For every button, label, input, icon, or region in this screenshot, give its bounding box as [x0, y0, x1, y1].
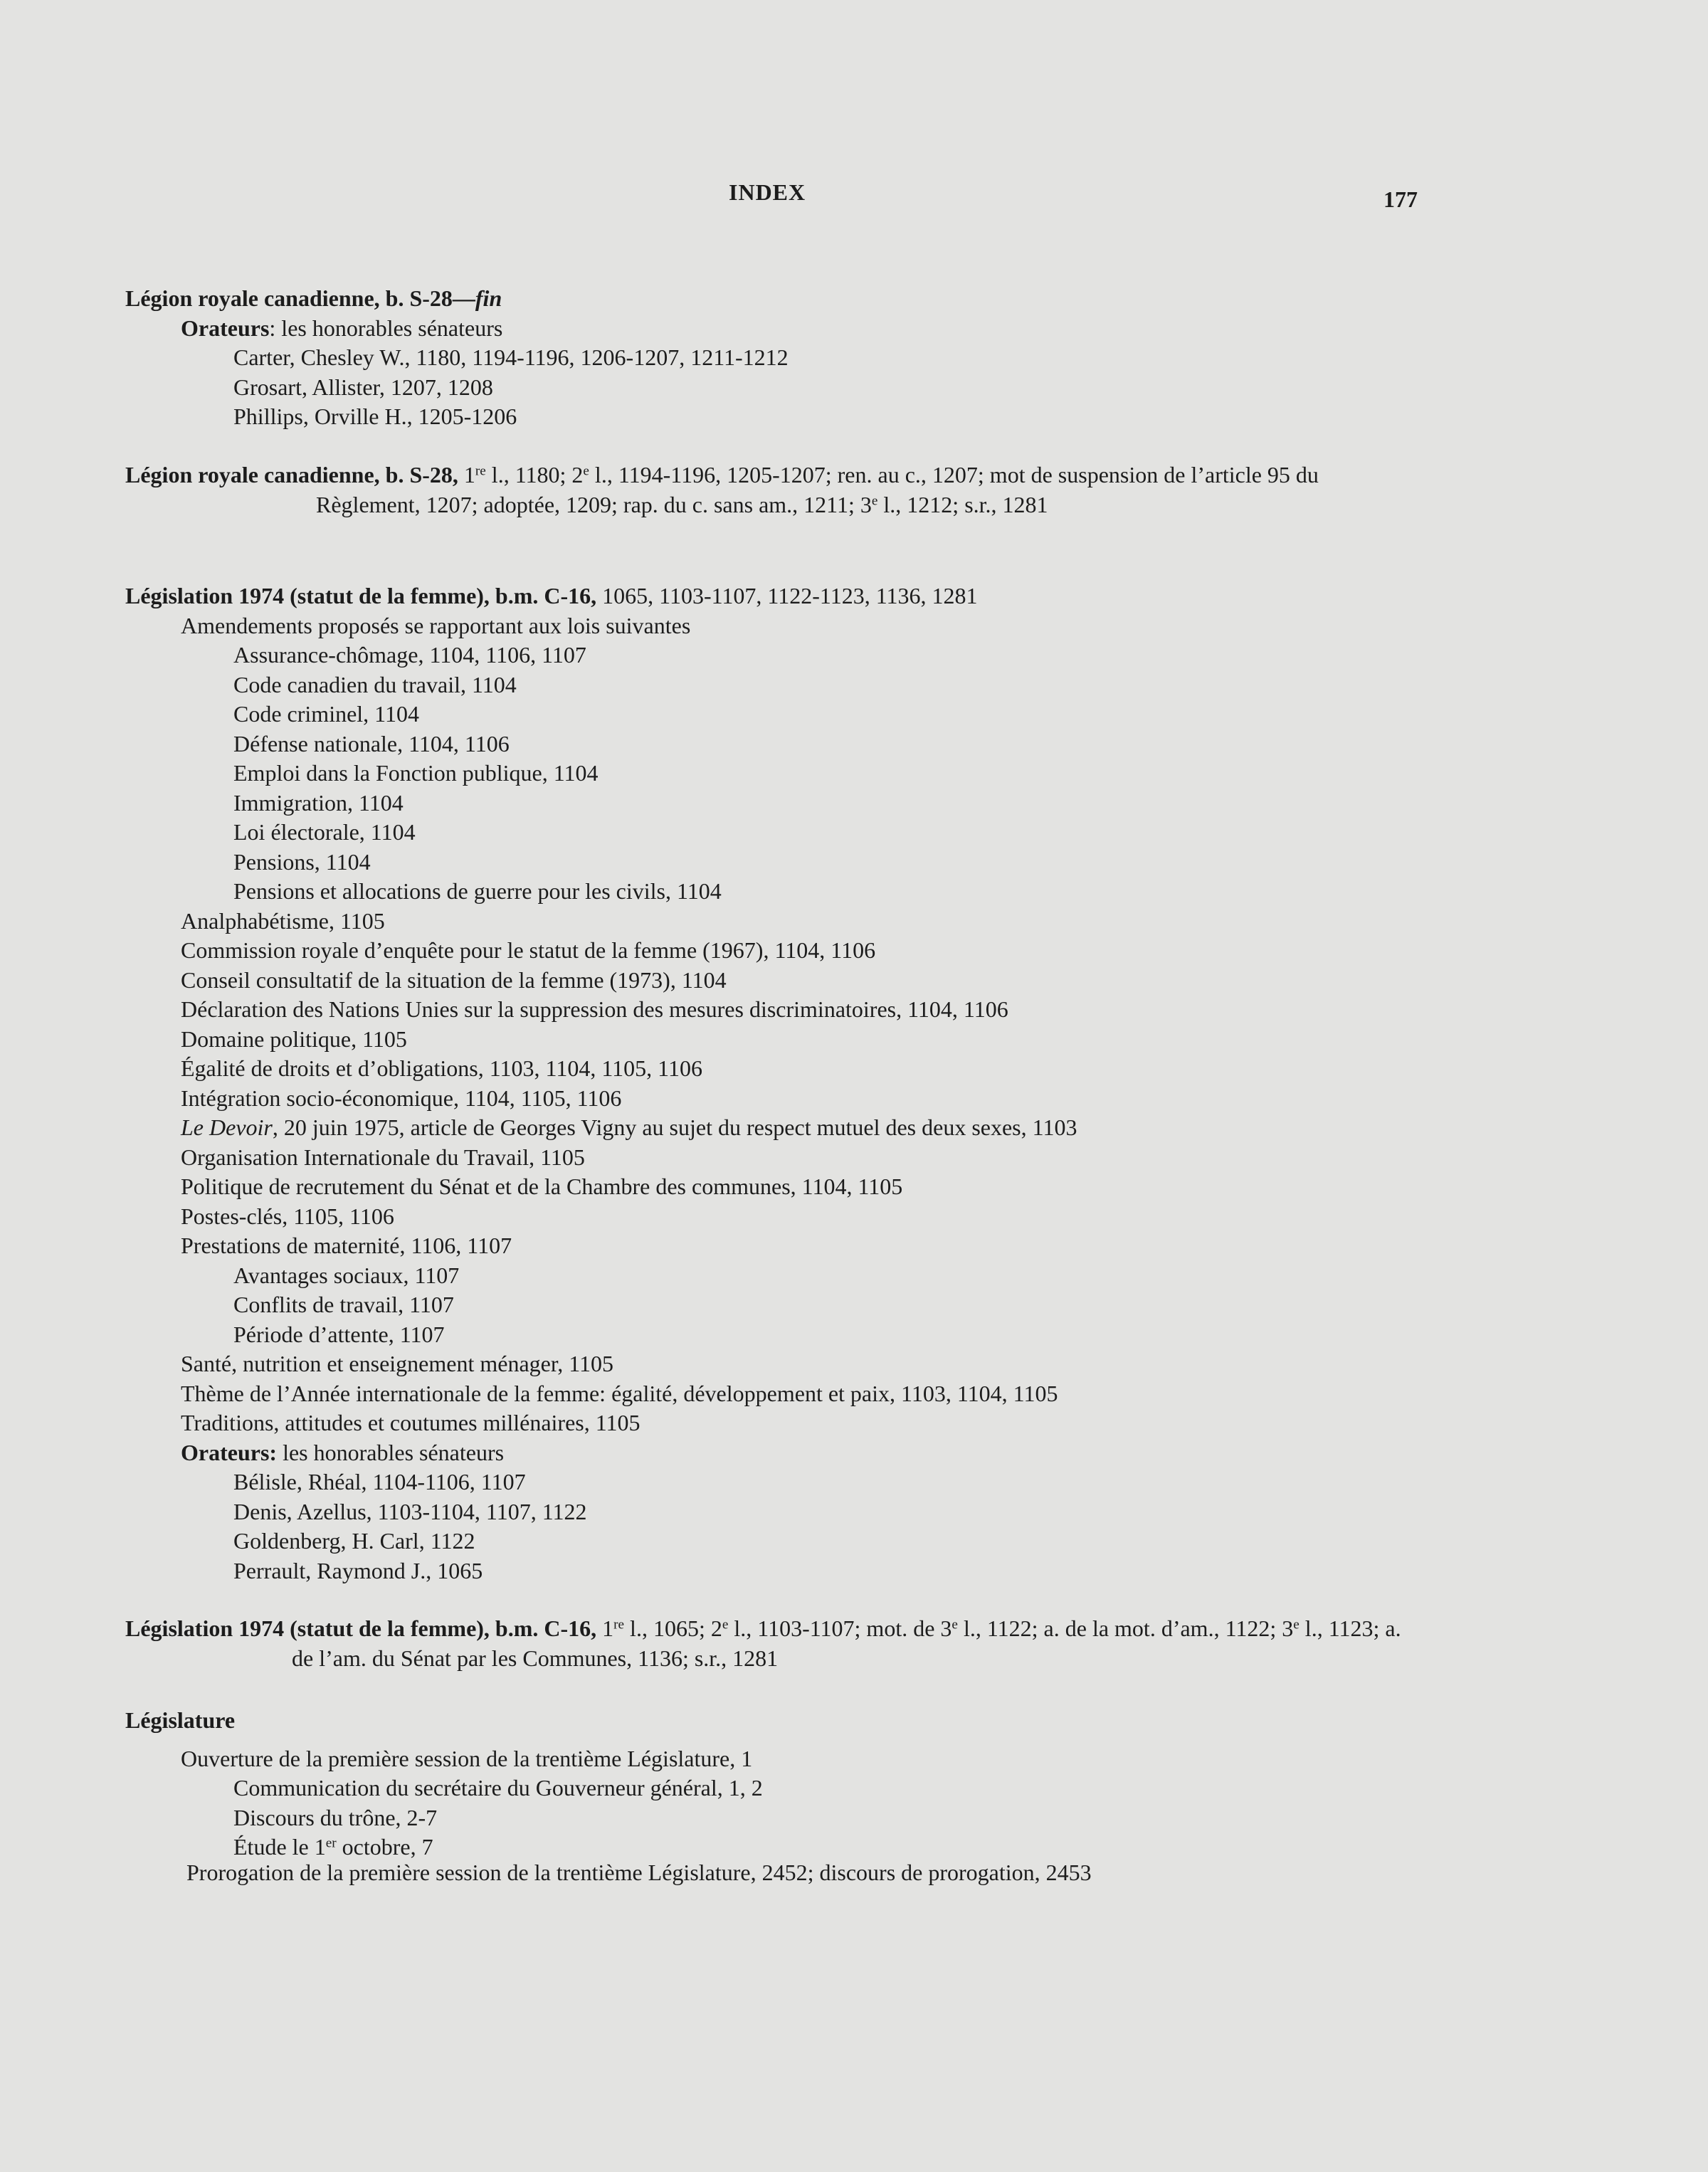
subentry: Traditions, attitudes et coutumes millénaires, 1105	[181, 1410, 640, 1435]
law-item: Assurance-chômage, 1104, 1106, 1107	[233, 642, 586, 668]
sub-subentry: Avantages sociaux, 1107	[233, 1262, 460, 1288]
speaker-item: Phillips, Orville H., 1205-1206	[233, 404, 517, 429]
entry-heading: Légion royale canadienne, b. S-28—fin	[125, 285, 502, 311]
orateurs-line: Orateurs: les honorables sénateurs	[181, 1439, 505, 1465]
subentry-prorogation: Prorogation de la première session de la trentième Législature, 2452; discours de prorogation, 2453	[186, 1860, 1092, 1885]
subentry: Santé, nutrition et enseignement ménager, 1105	[181, 1351, 614, 1376]
index-entry-legislation-1974-stages	[125, 1614, 1428, 1673]
speaker-item: Grosart, Allister, 1207, 1208	[233, 374, 493, 400]
index-entry-legislature	[125, 1706, 1428, 1888]
sub-subentry: Conflits de travail, 1107	[233, 1292, 454, 1317]
subentry: Organisation Internationale du Travail, 1105	[181, 1144, 585, 1170]
orateurs-line: Orateurs: les honorables sénateurs	[181, 315, 503, 341]
subentry: Analphabétisme, 1105	[181, 907, 385, 934]
subentry: Ouverture de la première session de la trentième Législature, 1	[181, 1745, 753, 1771]
law-item: Loi électorale, 1104	[233, 819, 416, 845]
index-entry-legion-stages	[125, 460, 1428, 520]
page-number: 177	[1383, 186, 1418, 212]
subentry: Conseil consultatif de la situation de la femme (1973), 1104	[181, 966, 727, 993]
subentry: Prestations de maternité, 1106, 1107	[181, 1233, 512, 1258]
subentry: Postes-clés, 1105, 1106	[181, 1203, 394, 1229]
law-item: Défense nationale, 1104, 1106	[233, 730, 510, 756]
running-header-title: INDEX	[729, 179, 806, 205]
subentry: Déclaration des Nations Unies sur la suppression des mesures discriminatoires, 1104, 1106	[181, 996, 1008, 1022]
subentry: Thème de l’Année internationale de la femme: égalité, développement et paix, 1103, 1104, 1105	[181, 1380, 1058, 1406]
law-item: Pensions et allocations de guerre pour les civils, 1104	[233, 878, 722, 904]
entry-heading: Législation 1974 (statut de la femme), b.m. C-16, 1re l., 1065; 2e l., 1103-1107; mot. de 3e l., 1122; a. de la mot. d’am., 1122; 3e l., 1123; a. de l’am. du Sénat par les Communes, 1136; s.r., 1281	[125, 1615, 1401, 1671]
law-item: Pensions, 1104	[233, 848, 371, 875]
subentry-le-devoir: Le Devoir, 20 juin 1975, article de Georges Vigny au sujet du respect mutuel des deux sexes, 1103	[181, 1114, 1077, 1140]
sub-subentry: Étude le 1er octobre, 7	[233, 1834, 433, 1860]
index-entry-legion-fin	[125, 284, 1428, 432]
entry-heading: Légion royale canadienne, b. S-28, 1re l., 1180; 2e l., 1194-1196, 1205-1207; ren. au c., 1207; mot de suspension de l’article 95 du Règlement, 1207; adoptée, 1209; rap. du c. sans am., 1211; 3e l., 1212; s.r., 1281	[125, 462, 1319, 517]
subentry: Politique de recrutement du Sénat et de la Chambre des communes, 1104, 1105	[181, 1174, 903, 1199]
index-entry-legislation-1974	[125, 581, 1428, 1586]
subentry: Égalité de droits et d’obligations, 1103, 1104, 1105, 1106	[181, 1055, 702, 1081]
sub-subentry: Période d’attente, 1107	[233, 1321, 445, 1347]
speaker-item: Denis, Azellus, 1103-1104, 1107, 1122	[233, 1498, 587, 1524]
entry-heading: Législation 1974 (statut de la femme), b.m. C-16, 1065, 1103-1107, 1122-1123, 1136, 1281	[125, 583, 978, 608]
speaker-item: Bélisle, Rhéal, 1104-1106, 1107	[233, 1469, 526, 1494]
law-item: Emploi dans la Fonction publique, 1104	[233, 760, 599, 786]
law-item: Immigration, 1104	[233, 789, 404, 816]
sub-subentry: Communication du secrétaire du Gouverneur général, 1, 2	[233, 1775, 763, 1801]
sub-subentry: Discours du trône, 2-7	[233, 1804, 438, 1830]
subentry: Amendements proposés se rapportant aux lois suivantes	[181, 612, 691, 638]
speaker-item: Goldenberg, H. Carl, 1122	[233, 1528, 475, 1554]
speaker-item: Carter, Chesley W., 1180, 1194-1196, 1206-1207, 1211-1212	[233, 344, 789, 370]
speaker-item: Perrault, Raymond J., 1065	[233, 1557, 483, 1583]
subentry: Intégration socio-économique, 1104, 1105, 1106	[181, 1085, 622, 1111]
subentry: Commission royale d’enquête pour le statut de la femme (1967), 1104, 1106	[181, 937, 876, 963]
entry-heading: Législature	[125, 1707, 236, 1733]
law-item: Code criminel, 1104	[233, 701, 419, 727]
subentry: Domaine politique, 1105	[181, 1026, 407, 1052]
law-item: Code canadien du travail, 1104	[233, 671, 517, 697]
